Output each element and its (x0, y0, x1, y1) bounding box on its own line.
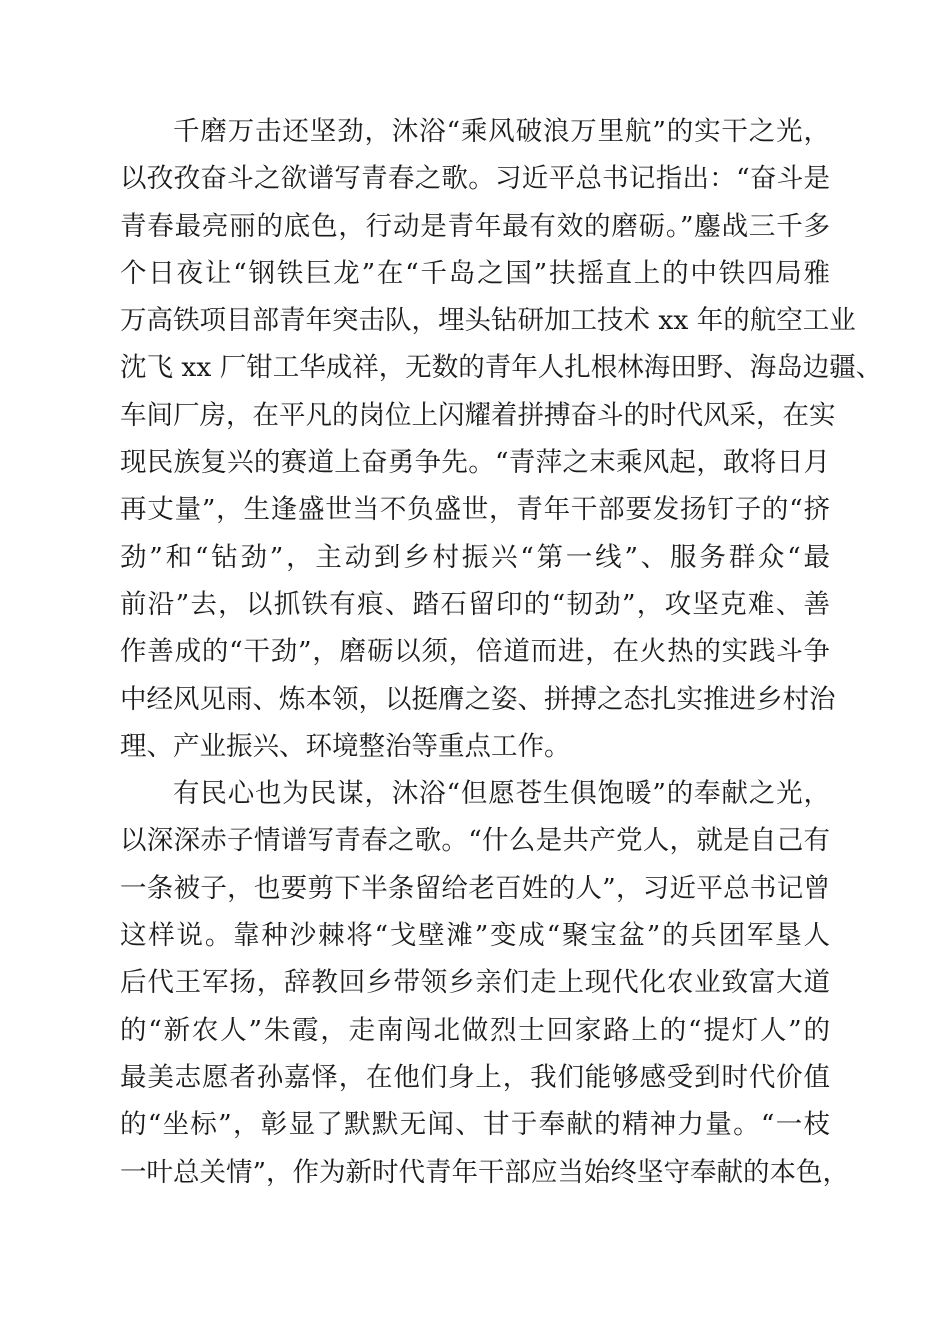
text-line: 劲”和“钻劲”，主动到乡村振兴“第一线”、服务群众“最 (120, 541, 830, 573)
text-line: 千磨万击还坚劲，沐浴“乘风破浪万里航”的实干之光， (173, 116, 830, 147)
text-line: 以孜孜奋斗之欲谱写青春之歌。习近平总书记指出：“奋斗是 (120, 163, 830, 195)
text-line: 的“坐标”，彰显了默默无闻、甘于奉献的精神力量。“一枝 (120, 1109, 830, 1141)
text-line: 再丈量”，生逢盛世当不负盛世，青年干部要发扬钉子的“挤 (120, 494, 830, 526)
text-line: 这样说。靠种沙棘将“戈壁滩”变成“聚宝盆”的兵团军垦人 (120, 920, 830, 952)
text-line: 沈飞 xx 厂钳工华成祥，无数的青年人扎根林海田野、海岛边疆、 (120, 352, 883, 384)
text-line: 中经风见雨、炼本领，以挺膺之姿、拼搏之态扎实推进乡村治 (120, 683, 836, 715)
text-line: 的“新农人”朱霞，走南闯北做烈士回家路上的“提灯人”的 (120, 1014, 830, 1046)
document-body (120, 108, 883, 1196)
text-line: 后代王军扬，辞教回乡带领乡亲们走上现代化农业致富大道 (120, 967, 830, 999)
text-line: 一叶总关情”，作为新时代青年干部应当始终坚守奉献的本色， (120, 1156, 850, 1188)
text-line: 一条被子，也要剪下半条留给老百姓的人”，习近平总书记曾 (120, 872, 830, 904)
text-line: 青春最亮丽的底色，行动是青年最有效的磨砺。”鏖战三千多 (120, 210, 830, 242)
paragraph-dedication (120, 770, 850, 1196)
text-line: 前沿”去，以抓铁有痕、踏石留印的“韧劲”，攻坚克难、善 (120, 588, 830, 620)
text-line: 现民族复兴的赛道上奋勇争先。“青萍之末乘风起，敢将日月 (120, 447, 830, 479)
text-line: 最美志愿者孙嘉怿，在他们身上，我们能够感受到时代价值 (120, 1061, 830, 1093)
text-line: 理、产业振兴、环境整治等重点工作。 (120, 730, 571, 762)
text-line: 车间厂房，在平凡的岗位上闪耀着拼搏奋斗的时代风采，在实 (120, 399, 836, 431)
text-line: 以深深赤子情谱写青春之歌。“什么是共产党人，就是自己有 (120, 825, 830, 857)
text-line: 个日夜让“钢铁巨龙”在“千岛之国”扶摇直上的中铁四局雅 (120, 257, 830, 289)
text-line: 有民心也为民谋，沐浴“但愿苍生俱饱暖”的奉献之光， (173, 778, 830, 810)
paragraph-striving (120, 108, 883, 770)
text-line: 作善成的“干劲”，磨砺以须，倍道而进，在火热的实践斗争 (120, 636, 830, 668)
text-line: 万高铁项目部青年突击队，埋头钻研加工技术 xx 年的航空工业 (120, 305, 856, 337)
